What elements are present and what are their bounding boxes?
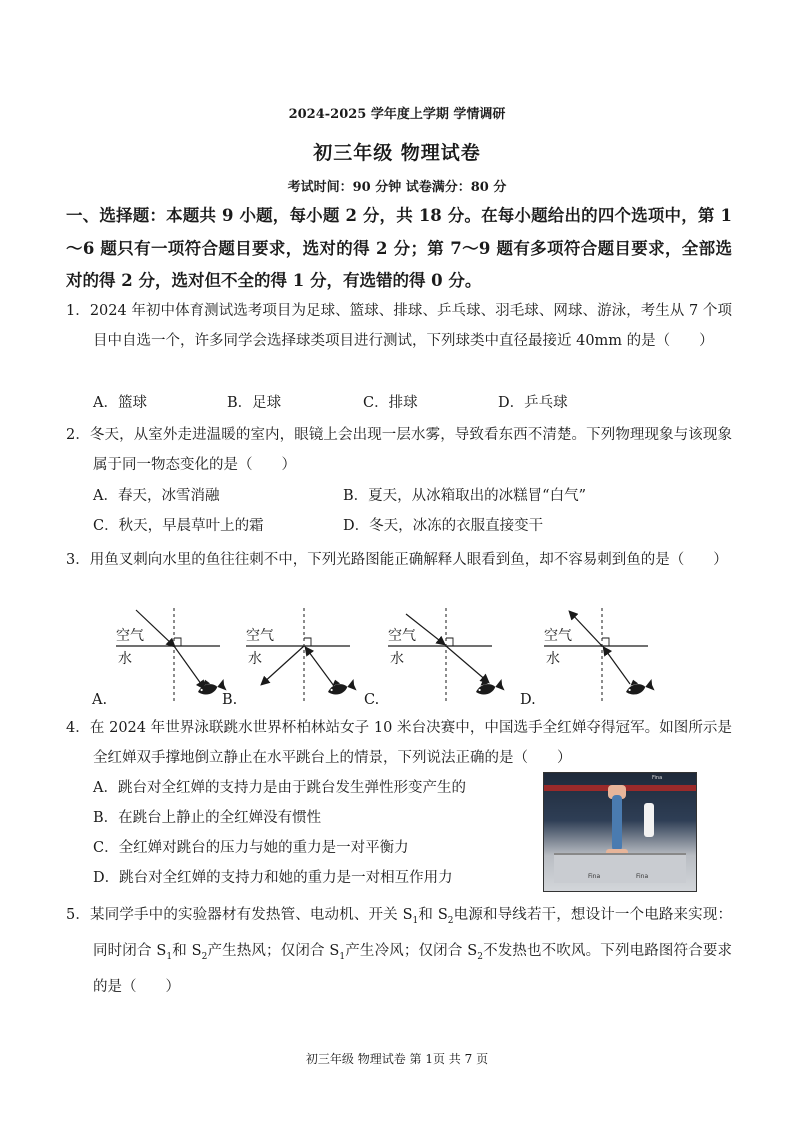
- q4-option-c[interactable]: C．全红婵对跳台的压力与她的重力是一对平衡力: [93, 840, 409, 856]
- q4-option-a[interactable]: A．跳台对全红婵的支持力是由于跳台发生弹性形变产生的: [93, 780, 466, 796]
- q3b-air-label: 空气: [246, 628, 274, 644]
- q3-option-a[interactable]: A.: [92, 692, 108, 708]
- q5-sub-1: 1: [412, 915, 419, 926]
- question-5: [66, 900, 732, 1002]
- section-instructions: 一、选择题：本题共 9 小题，每小题 2 分，共 18 分。在每小题给出的四个选项中，第 1～6 题只有一项符合题目要求，选对的得 2 分；第 7～9 题有多项符合题目要求，全部选对的得 2 分，选对但不全的得 1 分，有选错的得 0 分。: [66, 206, 732, 290]
- q3d-water-label: 水: [546, 651, 560, 667]
- q5-sub-4: 2: [201, 951, 208, 962]
- q3-option-c[interactable]: C.: [364, 692, 380, 708]
- q2-option-d[interactable]: D．冬天，冰冻的衣服直接变干: [343, 518, 544, 534]
- q5-sub-3: 1: [166, 951, 173, 962]
- q5-text-5: 产生热风；仅闭合 S: [207, 942, 340, 959]
- q5-text-7: 不发热也不吹风。下列电路图符合要求的是（ ）: [93, 942, 733, 995]
- question-4: [66, 713, 732, 773]
- photo-fina-mid: Fina: [588, 873, 601, 880]
- question-1-stem: 1．2024 年初中体育测试选考项目为足球、篮球、排球、乒乓球、羽毛球、网球、游泳，考生从 7 个项目中自选一个，许多同学会选择球类项目进行测试，下列球类中直径最接近 40mm 的是（ ）: [66, 303, 732, 349]
- diving-platform: [554, 853, 686, 883]
- q2-option-b[interactable]: B．夏天，从冰箱取出的冰糕冒“白气”: [343, 488, 586, 504]
- q1-option-a[interactable]: A．篮球: [93, 395, 147, 411]
- q5-sub-5: 1: [339, 951, 346, 962]
- q3a-water-label: 水: [118, 651, 132, 667]
- q5-text-4: 和 S: [172, 942, 202, 959]
- q2-option-c[interactable]: C．秋天，早晨草叶上的霜: [93, 518, 264, 534]
- q5-text-1: 5．某同学手中的实验器材有发热管、电动机、开关 S: [66, 907, 413, 923]
- photo-fina-right: Fina: [636, 873, 649, 880]
- q3-option-b[interactable]: B.: [222, 692, 238, 708]
- page-footer: 初三年级 物理试卷 第 1页 共 7 页: [305, 1052, 489, 1066]
- question-1: [66, 296, 732, 356]
- q3c-water-label: 水: [390, 651, 404, 667]
- exam-info: 考试时间：90 分钟 试卷满分：80 分: [287, 180, 507, 195]
- athlete-body: [612, 795, 622, 851]
- q1-option-d[interactable]: D．乒乓球: [498, 395, 568, 411]
- q3b-water-label: 水: [248, 651, 262, 667]
- question-3-options: [92, 685, 732, 715]
- diving-photo: [543, 772, 697, 892]
- q4-option-b[interactable]: B．在跳台上静止的全红婵没有惯性: [93, 810, 322, 826]
- q5-text-6: 产生冷风；仅闭合 S: [345, 942, 478, 959]
- question-4-stem: 4．在 2024 年世界泳联跳水世界杯柏林站女子 10 米台决赛中，中国选手全红婵夺得冠军。如图所示是全红婵双手撑地倒立静止在水平跳台上的情景，下列说法正确的是（ ）: [66, 720, 732, 766]
- question-1-options: [93, 388, 733, 418]
- question-4-options: [93, 773, 543, 893]
- question-2-options: [93, 481, 733, 541]
- q5-text-3: 电源和导线若干，想设计一个电路来实现：同时闭合 S: [93, 907, 732, 959]
- q1-option-c[interactable]: C．排球: [363, 395, 418, 411]
- question-5-stem: [66, 900, 732, 1002]
- question-3-stem: 3．用鱼叉刺向水里的鱼往往刺不中，下列光路图能正确解释人眼看到鱼，却不容易刺到鱼的是（ ）: [66, 552, 728, 568]
- q5-sub-6: 2: [477, 951, 483, 962]
- q3d-air-label: 空气: [544, 628, 572, 644]
- question-3: [66, 545, 732, 575]
- q5-sub-2: 2: [447, 915, 454, 926]
- question-2: [66, 420, 732, 480]
- q5-text-2: 和 S: [418, 907, 448, 923]
- q4-option-d[interactable]: D．跳台对全红婵的支持力和她的重力是一对相互作用力: [93, 870, 453, 886]
- question-2-stem: 2．冬天，从室外走进温暖的室内，眼镜上会出现一层水雾，导致看东西不清楚。下列物理现象与该现象属于同一物态变化的是（ ）: [66, 427, 732, 473]
- q3c-air-label: 空气: [388, 628, 416, 644]
- official-figure: [644, 803, 654, 837]
- q2-option-a[interactable]: A．春天，冰雪消融: [93, 488, 220, 504]
- q3-option-d[interactable]: D.: [520, 692, 536, 708]
- q1-option-b[interactable]: B．足球: [227, 395, 282, 411]
- q3a-air-label: 空气: [116, 628, 144, 644]
- photo-fina-top: Fina: [652, 775, 663, 781]
- term-header: 2024-2025 学年度上学期 学情调研: [288, 107, 506, 122]
- page-title: 初三年级 物理试卷: [313, 142, 481, 164]
